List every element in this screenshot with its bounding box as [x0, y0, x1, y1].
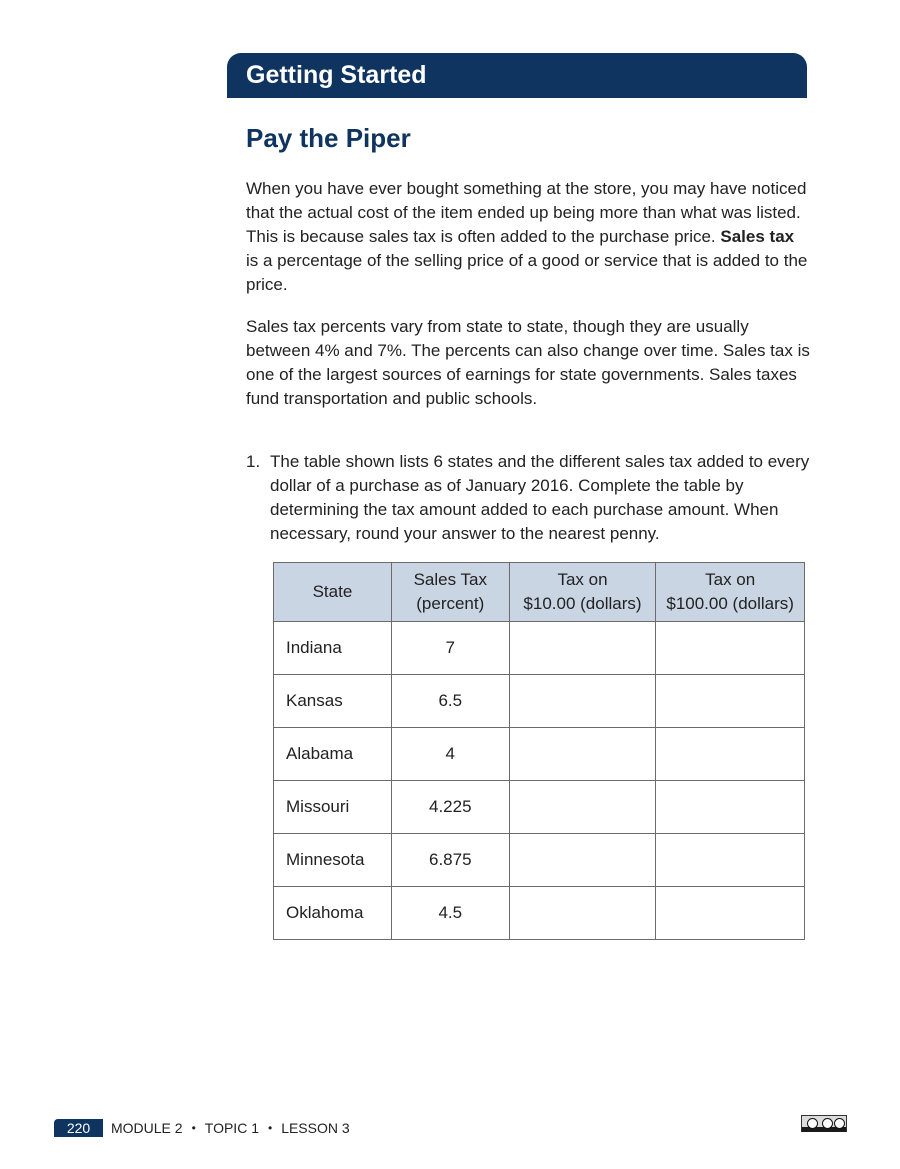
sales-tax-table — [273, 562, 805, 940]
intro-text-before: When you have ever bought something at the store, you may have noticed that the actual cost of the item ended up being more than what was listed. This is because sales tax is often added to the purchase price. — [246, 179, 807, 246]
page-number: 220 — [54, 1119, 103, 1137]
tax-100-answer-cell[interactable] — [656, 675, 805, 728]
header-tax-10 — [509, 563, 656, 622]
header-state-label: State — [312, 582, 353, 601]
table-header-row — [274, 563, 805, 622]
percent-cell: 6.5 — [391, 675, 509, 728]
second-paragraph: Sales tax percents vary from state to state, though they are usually between 4% and 7%. The percents can also change over time. Sales tax is one of the largest sources of earnings for state governments. Sales taxes fund transportation and public schools. — [246, 317, 810, 408]
question-1 — [246, 450, 811, 546]
tax-100-answer-cell[interactable] — [656, 622, 805, 675]
footer-bullet: • — [191, 1121, 196, 1135]
header-sales-tax — [391, 563, 509, 622]
footer-bullet: • — [267, 1121, 273, 1135]
state-cell: Alabama — [274, 728, 392, 781]
percent-cell: 7 — [391, 622, 509, 675]
tax-10-answer-cell[interactable] — [509, 622, 656, 675]
percent-cell: 4.225 — [391, 781, 509, 834]
header-sales-tax-line1: Sales Tax — [413, 570, 487, 589]
tax-10-answer-cell[interactable] — [509, 675, 656, 728]
header-state — [274, 563, 392, 622]
header-sales-tax-line2: (percent) — [416, 594, 485, 613]
page-title: Pay the Piper — [246, 123, 411, 153]
percent-cell: 4.5 — [391, 887, 509, 940]
footer-lesson: LESSON 3 — [281, 1120, 350, 1136]
question-number: 1. — [246, 452, 261, 471]
tax-100-answer-cell[interactable] — [656, 781, 805, 834]
tax-100-answer-cell[interactable] — [656, 728, 805, 781]
percent-cell: 6.875 — [391, 834, 509, 887]
section-banner — [227, 53, 807, 98]
table-row — [274, 834, 805, 887]
intro-text-after: is a percentage of the selling price of a good or service that is added to the price. — [246, 251, 808, 294]
tax-10-answer-cell[interactable] — [509, 834, 656, 887]
footer-module: MODULE 2 — [111, 1120, 183, 1136]
table-row — [274, 622, 805, 675]
percent-cell: 4 — [391, 728, 509, 781]
tax-100-answer-cell[interactable] — [656, 887, 805, 940]
state-cell: Oklahoma — [274, 887, 392, 940]
header-tax-10-line1: Tax on — [557, 570, 608, 589]
header-tax-100-line2: $100.00 (dollars) — [666, 594, 794, 613]
header-tax-100 — [656, 563, 805, 622]
tax-10-answer-cell[interactable] — [509, 781, 656, 834]
state-cell: Missouri — [274, 781, 392, 834]
state-cell: Kansas — [274, 675, 392, 728]
table-row — [274, 728, 805, 781]
table-row — [274, 887, 805, 940]
tax-100-answer-cell[interactable] — [656, 834, 805, 887]
creative-commons-icon — [801, 1115, 847, 1132]
state-cell: Indiana — [274, 622, 392, 675]
table-row — [274, 675, 805, 728]
intro-paragraph — [246, 177, 811, 297]
tax-10-answer-cell[interactable] — [509, 887, 656, 940]
banner-title: Getting Started — [246, 61, 427, 89]
header-tax-100-line1: Tax on — [705, 570, 756, 589]
sales-tax-term: Sales tax — [720, 227, 795, 246]
question-text: The table shown lists 6 states and the different sales tax added to every dollar of a purchase as of January 2016. Complete the table by determining the tax amount added to each purchase amount. When necessary, round your answer to the nearest penny. — [270, 452, 810, 543]
header-tax-10-line2: $10.00 (dollars) — [523, 594, 642, 613]
state-cell: Minnesota — [274, 834, 392, 887]
table-row — [274, 781, 805, 834]
tax-10-answer-cell[interactable] — [509, 728, 656, 781]
footer-topic: TOPIC 1 — [204, 1120, 259, 1136]
page-footer — [54, 1118, 350, 1138]
